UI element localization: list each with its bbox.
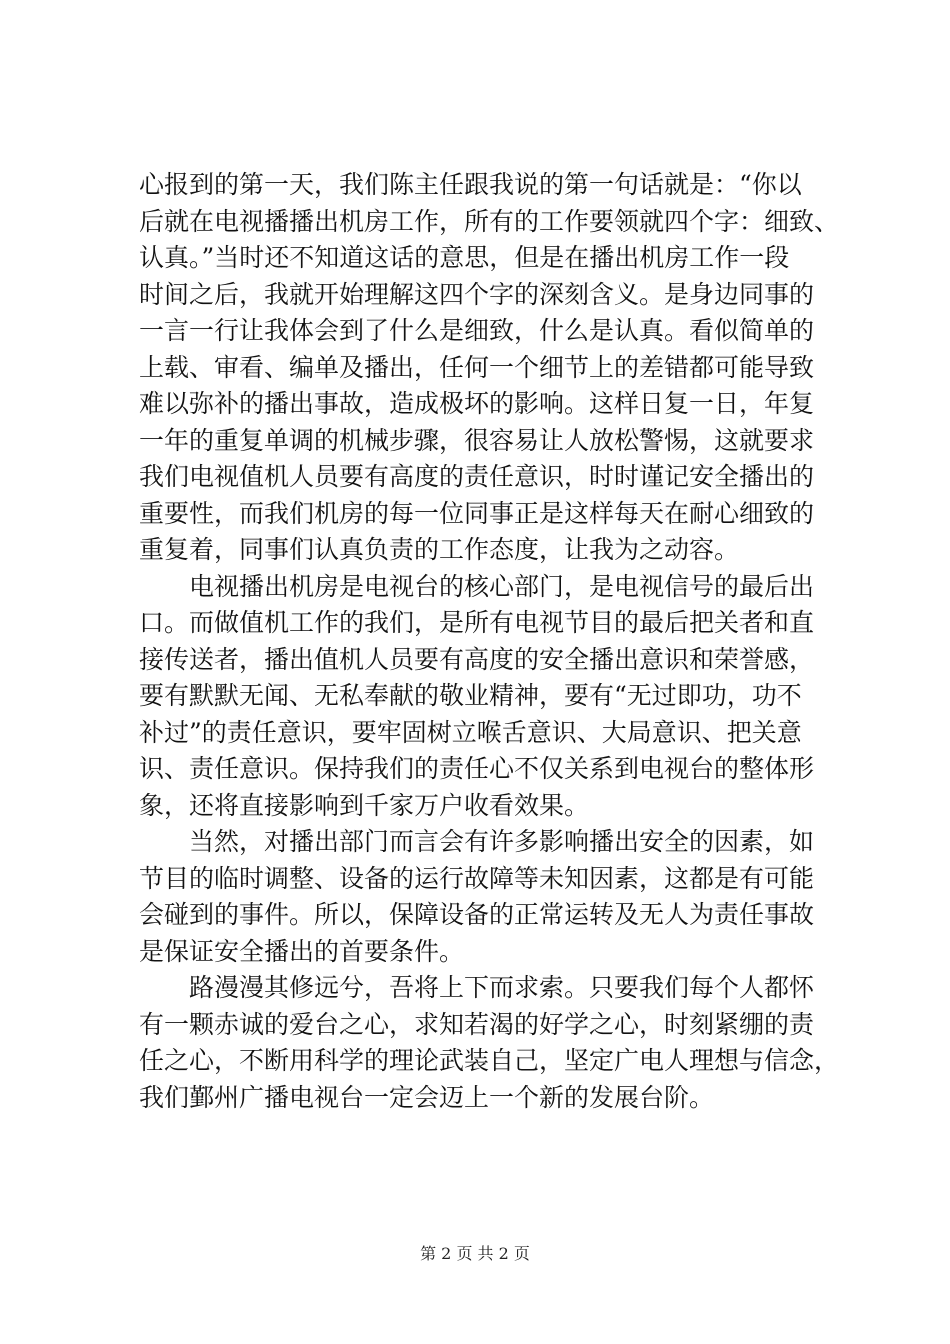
text-line: 接传送者，播出值机人员要有高度的安全播出意识和荣誉感， — [139, 644, 815, 674]
text-line: 节目的临时调整、设备的运行故障等未知因素，这都是有可能 — [139, 863, 815, 893]
paragraph-3 — [139, 824, 859, 970]
text-line: 会碰到的事件。所以，保障设备的正常运转及无人为责任事故 — [139, 900, 815, 929]
text-line: 后就在电视播播出机房工作，所有的工作要领就四个字：细致、 — [139, 206, 840, 236]
text-line: 重要性，而我们机房的每一位同事正是这样每天在耐心细致的 — [139, 498, 815, 528]
text-line: 路漫漫其修远兮，吾将上下而求索。只要我们每个人都怀 — [189, 973, 815, 1002]
text-line: 我们电视值机人员要有高度的责任意识，时时谨记安全播出的 — [139, 462, 815, 491]
text-line: 当然，对播出部门而言会有许多影响播出安全的因素，如 — [189, 827, 815, 856]
text-line: 重复着，同事们认真负责的工作态度，让我为之动容。 — [139, 535, 740, 564]
text-line: 识、责任意识。保持我们的责任心不仅关系到电视台的整体形 — [139, 754, 815, 783]
paragraph-2 — [139, 569, 859, 825]
paragraph-4 — [139, 970, 859, 1116]
text-line: 心报到的第一天，我们陈主任跟我说的第一句话就是：“你以 — [139, 170, 802, 199]
document-body — [139, 167, 859, 1116]
text-line: 补过”的责任意识，要牢固树立喉舌意识、大局意识、把关意 — [139, 717, 802, 747]
paragraph-1 — [139, 167, 859, 569]
text-line: 口。而做值机工作的我们，是所有电视节目的最后把关者和直 — [139, 608, 815, 637]
text-line: 我们鄞州广播电视台一定会迈上一个新的发展台阶。 — [139, 1082, 715, 1112]
text-line: 上载、审看、编单及播出，任何一个细节上的差错都可能导致 — [139, 352, 815, 382]
text-line: 要有默默无闻、无私奉献的敬业精神，要有“无过即功，功不 — [139, 681, 802, 710]
text-line: 一年的重复单调的机械步骤，很容易让人放松警惕，这就要求 — [139, 425, 815, 455]
page-number-footer: 第 2 页 共 2 页 — [420, 1244, 530, 1263]
text-line: 是保证安全播出的首要条件。 — [139, 936, 465, 966]
text-line: 象，还将直接影响到千家万户收看效果。 — [139, 790, 590, 820]
text-line: 时间之后，我就开始理解这四个字的深刻含义。是身边同事的 — [139, 279, 815, 309]
text-line: 电视播出机房是电视台的核心部门，是电视信号的最后出 — [189, 571, 815, 601]
text-line: 一言一行让我体会到了什么是细致，什么是认真。看似简单的 — [139, 316, 815, 345]
text-line: 认真。”当时还不知道这话的意思，但是在播出机房工作一段 — [139, 243, 790, 272]
text-line: 任之心，不断用科学的理论武装自己，坚定广电人理想与信念， — [139, 1046, 840, 1075]
text-line: 有一颗赤诚的爱台之心，求知若渴的好学之心，时刻紧绷的责 — [139, 1009, 815, 1039]
text-line: 难以弥补的播出事故，造成极坏的影响。这样日复一日，年复 — [139, 389, 815, 418]
